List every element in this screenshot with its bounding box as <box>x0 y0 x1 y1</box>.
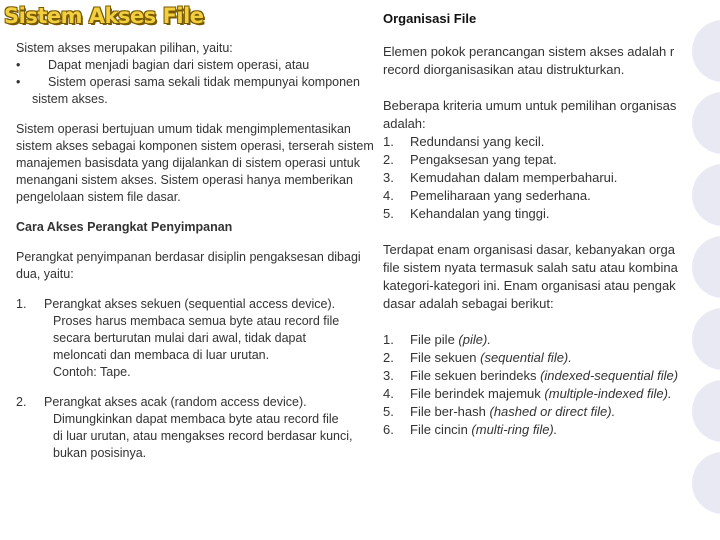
list-item: 5. File ber-hash (hashed or direct file). <box>383 404 616 419</box>
paragraph-line: sistem akses sebagai komponen sistem operasi, terserah sistem <box>16 139 374 153</box>
list-item: 2. Pengaksesan yang tepat. <box>383 152 557 167</box>
left-column: Sistem akses merupakan pilihan, yaitu: • Dapat menjadi bagian dari sistem operasi, atau • Sistem operasi sama sekali tidak mempunyai komponen sistem akses. Sistem operasi bertujuan umum tidak mengimplementasikan sistem akses sebagai komponen sistem operasi, terserah sistem manajemen basisdata yang dijalankan di sistem operasi untuk menangani sistem akses. Sistem operasi hanya memberikan pengelolaan sistem file dasar. Cara Akses Perangkat Penyimpanan Perangkat penyimpanan berdasar disiplin pengaksesan dibagi dua, yaitu: 1. Perangkat akses sekuen (sequential access device). Proses harus membaca semua byte atau record file secara berturutan mulai dari awal, tidak dapat meloncati dan membaca di luar urutan. Contoh: Tape. 2. Perangkat akses acak (random access device). Dimungkinkan dapat membaca byte atau record file di luar urutan, atau mengakses record berdasar kunci, bukan posisinya. <box>16 40 386 462</box>
list-item: 1. Perangkat akses sekuen (sequential access device). <box>16 297 336 311</box>
slide-subtitle: Organisasi File <box>383 11 477 26</box>
list-item: 1. File pile (pile). <box>383 332 491 347</box>
paragraph-line: adalah: <box>383 116 426 131</box>
list-item: 6. File cincin (multi-ring file). <box>383 422 558 437</box>
paragraph-line: file sistem nyata termasuk salah satu atau kombina <box>383 260 678 275</box>
list-item: 5. Kehandalan yang tinggi. <box>383 206 550 221</box>
paragraph-line: Sistem operasi bertujuan umum tidak mengimplementasikan <box>16 122 351 136</box>
list-item: • Sistem operasi sama sekali tidak mempunyai komponen <box>16 75 360 89</box>
list-item: 3. Kemudahan dalam memperbaharui. <box>383 170 618 185</box>
paragraph-line: Elemen pokok perancangan sistem akses adalah r <box>383 44 675 59</box>
paragraph-line: kategori-kategori ini. Enam organisasi atau pengak <box>383 278 676 293</box>
list-item: 3. File sekuen berindeks (indexed-sequential file) <box>383 368 679 383</box>
list-item: 2. Perangkat akses acak (random access device). <box>16 395 307 409</box>
bullet-continuation: sistem akses. <box>32 92 108 106</box>
paragraph-line: dasar adalah sebagai berikut: <box>383 296 554 311</box>
paragraph-line: Beberapa kriteria umum untuk pemilihan organisas <box>383 98 677 113</box>
criteria-list <box>383 133 720 223</box>
section-heading: Cara Akses Perangkat Penyimpanan <box>16 220 233 234</box>
paragraph-line: record diorganisasikan atau distrukturkan. <box>383 62 625 77</box>
list-item: • Dapat menjadi bagian dari sistem operasi, atau <box>16 58 310 72</box>
paragraph-line: menangani sistem akses. Sistem operasi hanya memberikan <box>16 173 353 187</box>
list-item: 1. Redundansi yang kecil. <box>383 134 545 149</box>
paragraph-line: pengelolaan sistem file dasar. <box>16 190 181 204</box>
intro-text: Sistem akses merupakan pilihan, yaitu: <box>16 41 233 55</box>
paragraph-line: Perangkat penyimpanan berdasar disiplin pengaksesan dibagi <box>16 250 361 264</box>
list-item: 4. File berindek majemuk (multiple-indexed file). <box>383 386 672 401</box>
right-column <box>383 43 720 439</box>
list-item: 4. Pemeliharaan yang sederhana. <box>383 188 591 203</box>
paragraph-line: dua, yaitu: <box>16 267 74 281</box>
paragraph-line: Terdapat enam organisasi dasar, kebanyakan orga <box>383 242 675 257</box>
slide-title: Sistem Akses File <box>4 4 204 28</box>
organization-list <box>383 331 720 439</box>
list-item: 2. File sekuen (sequential file). <box>383 350 572 365</box>
paragraph-line: manajemen basisdata yang dijalankan di sistem operasi untuk <box>16 156 360 170</box>
